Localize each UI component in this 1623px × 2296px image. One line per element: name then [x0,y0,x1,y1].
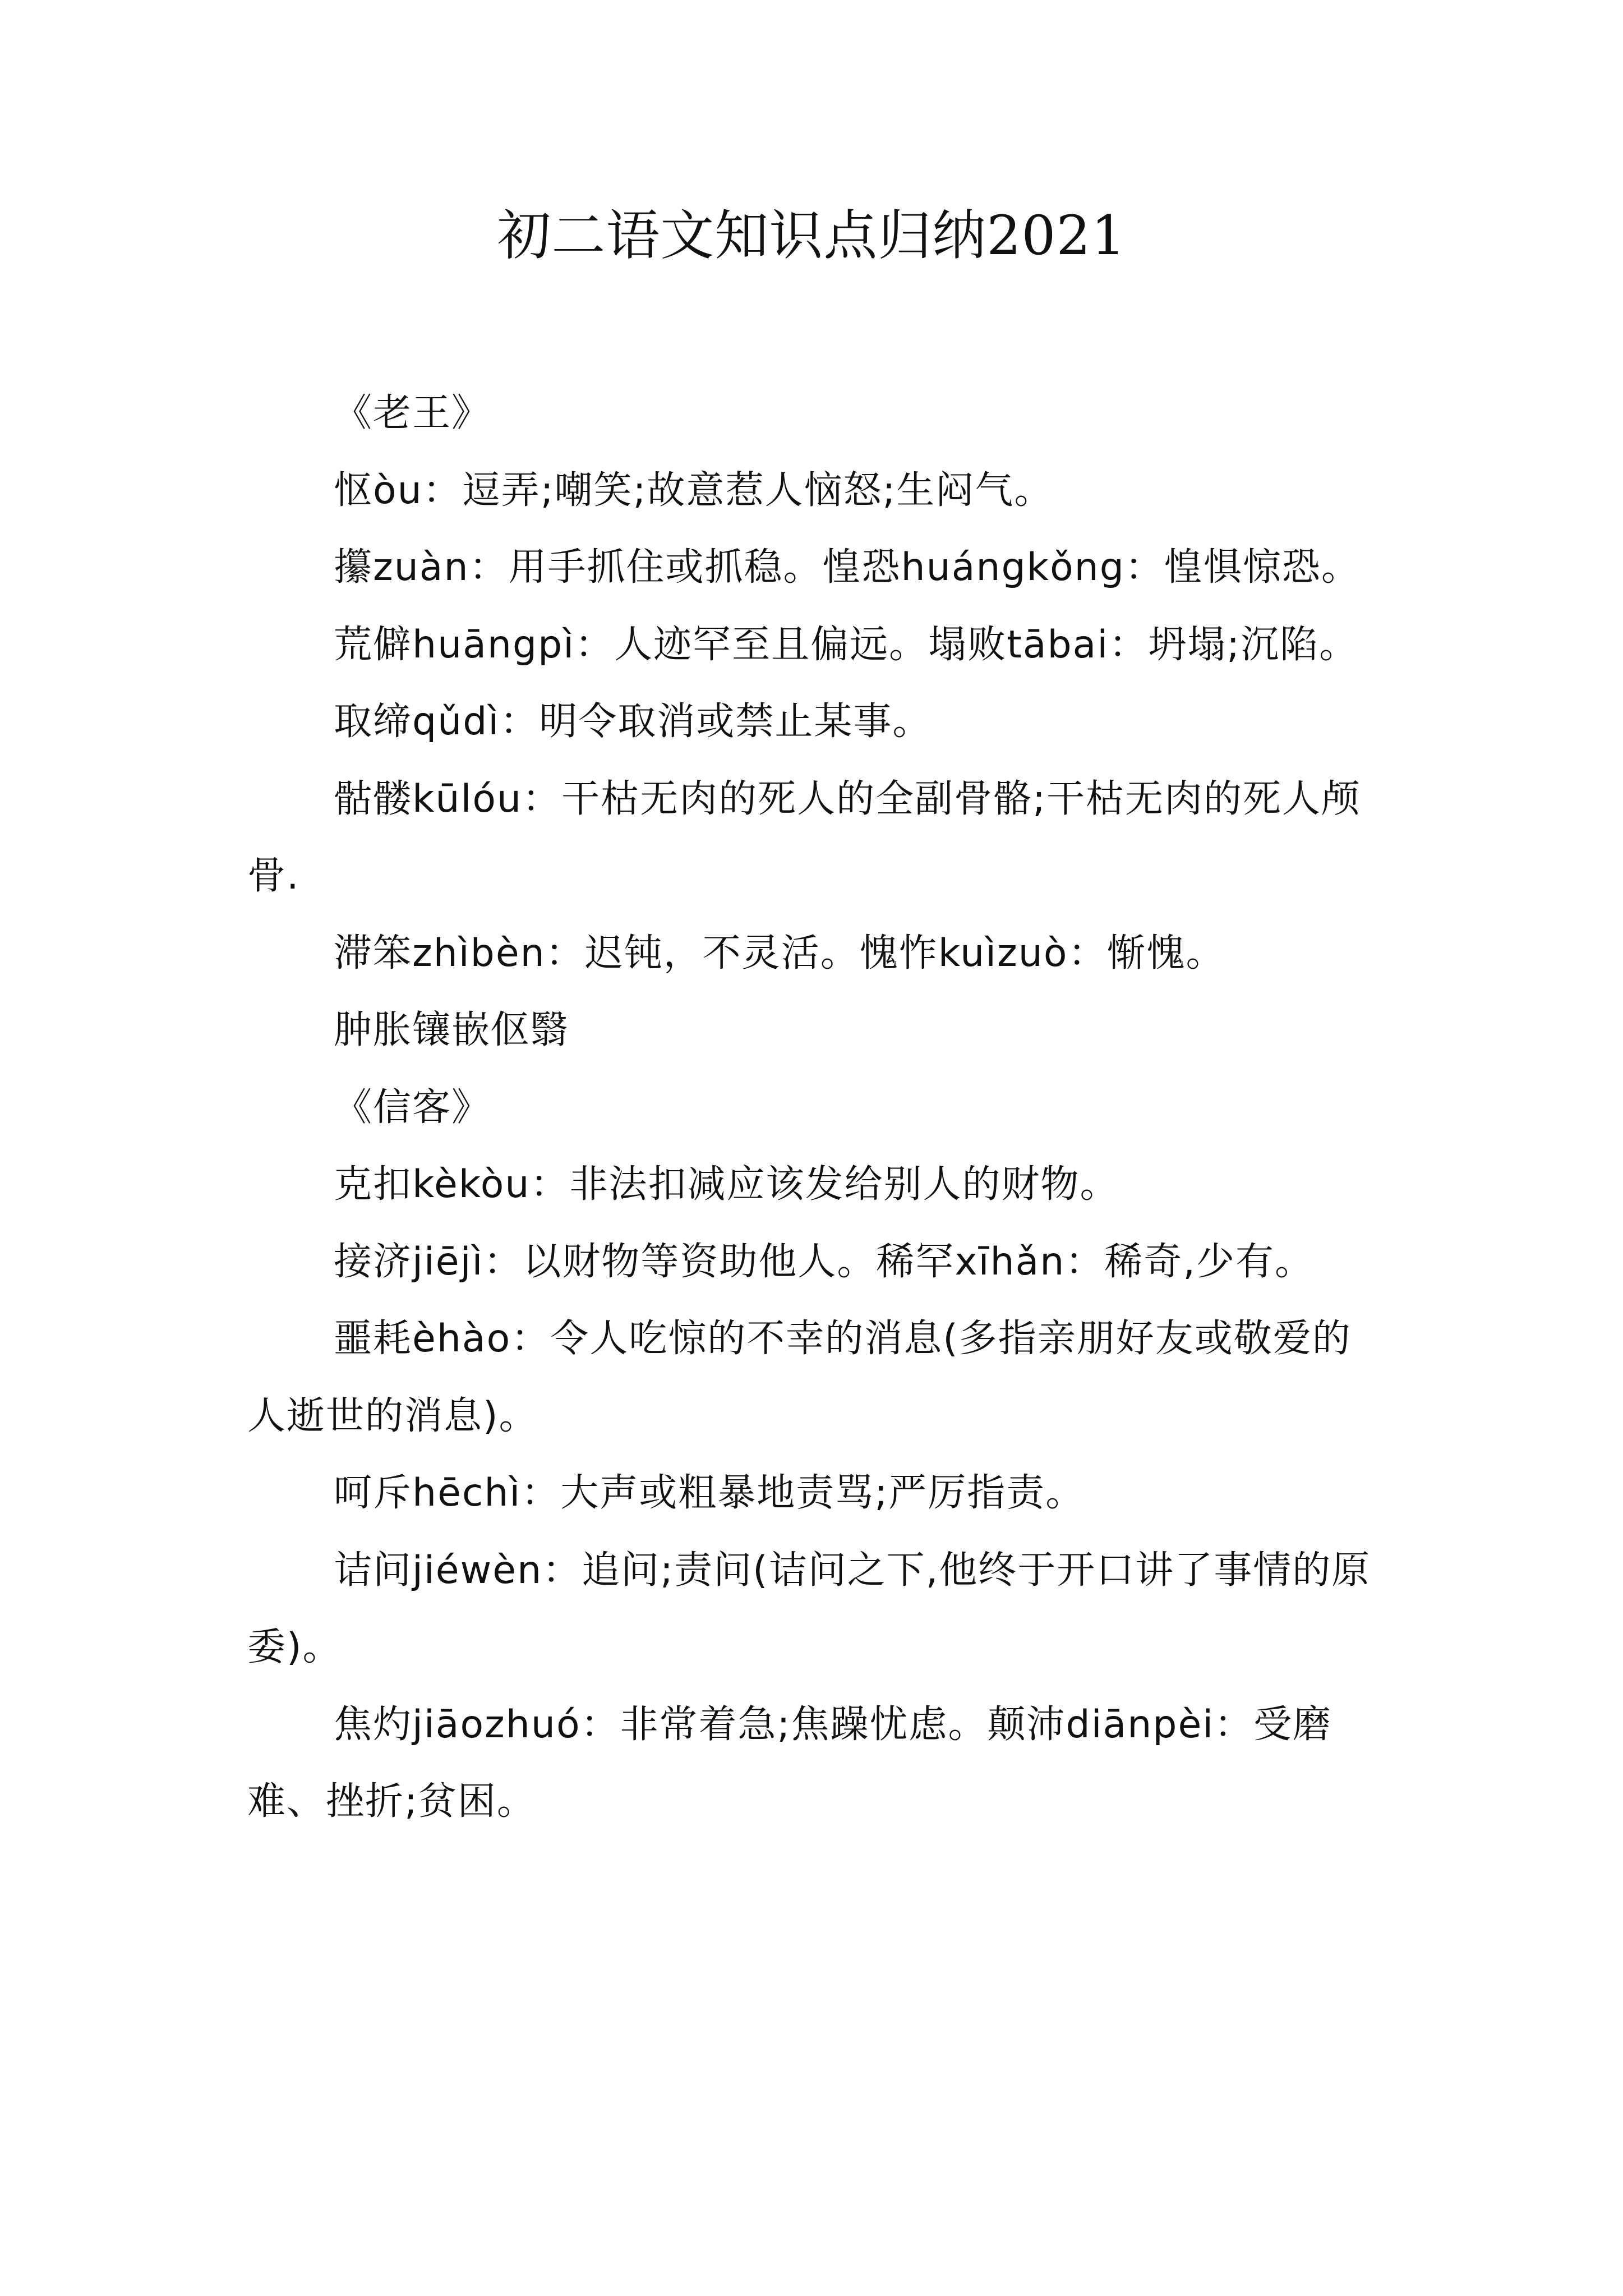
paragraph: 接济jiējì：以财物等资助他人。稀罕xīhǎn：稀奇,少有。 [334,1239,1315,1284]
paragraph: 诘问jiéwèn：追问;责问(诘问之下,他终于开口讲了事情的原委)。 [247,1548,1371,1669]
paragraph: 噩耗èhào：令人吃惊的不幸的消息(多指亲朋好友或敬爱的人逝世的消息)。 [247,1317,1352,1438]
section-heading-xinke: 《信客》 [334,1085,491,1130]
section-heading-laowang: 《老王》 [334,391,491,435]
paragraph: 荒僻huāngpì：人迹罕至且偏远。塌败tābai：坍塌;沉陷。 [334,622,1359,667]
document-title: 初二语文知识点归纳2021 [497,204,1126,267]
paragraph: 呵斥hēchì：大声或粗暴地责骂;严厉指责。 [334,1471,1085,1515]
paragraph: 攥zuàn：用手抓住或抓稳。惶恐huángkǒng：惶惧惊恐。 [334,545,1361,590]
paragraph: 肿胀镶嵌伛翳 [334,1008,570,1052]
document-body [247,375,1389,1841]
paragraph: 怄òu：逗弄;嘲笑;故意惹人恼怒;生闷气。 [334,468,1054,513]
paragraph: 取缔qǔdì：明令取消或禁止某事。 [334,700,932,744]
paragraph: 骷髅kūlóu：干枯无肉的死人的全副骨骼;干枯无肉的死人颅骨. [247,776,1361,898]
paragraph: 焦灼jiāozhuó：非常着急;焦躁忧虑。颠沛diānpèi：受磨难、挫折;贫困。 [247,1702,1332,1824]
paragraph: 滞笨zhìbèn：迟钝，不灵活。愧怍kuìzuò：惭愧。 [334,931,1225,976]
paragraph: 克扣kèkòu：非法扣减应该发给别人的财物。 [334,1162,1119,1207]
